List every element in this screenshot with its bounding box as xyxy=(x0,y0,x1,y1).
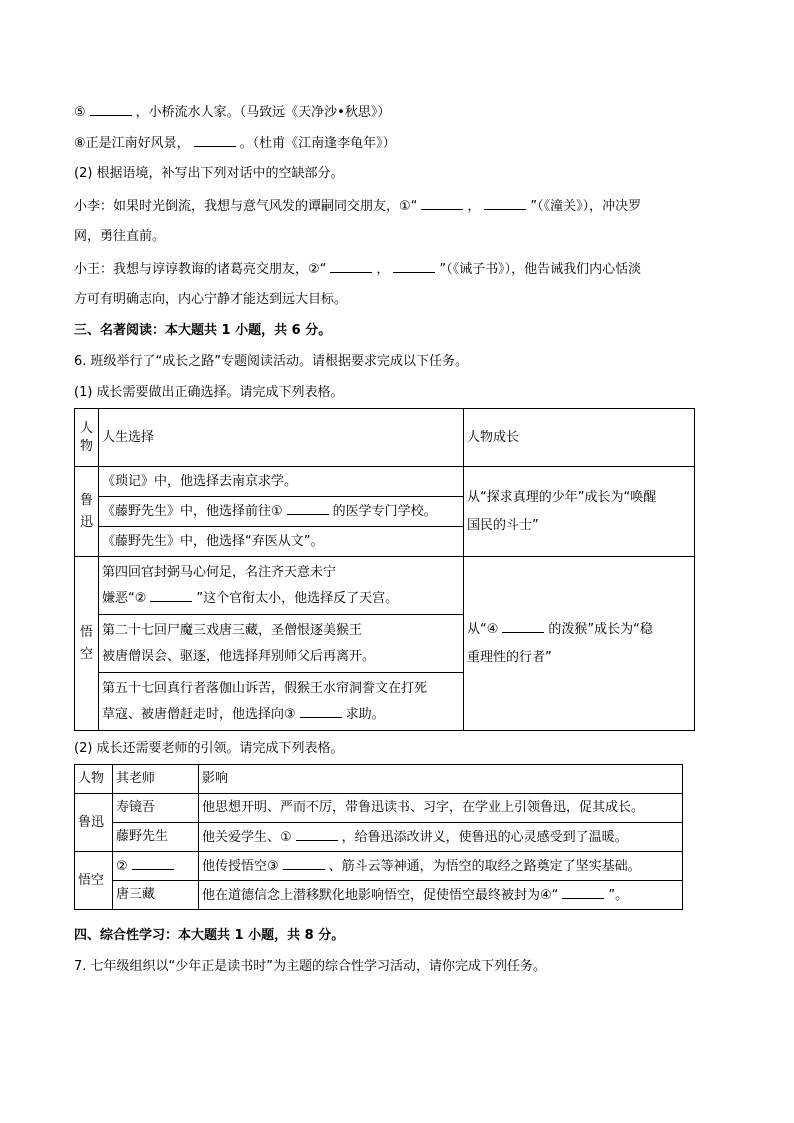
blank[interactable] xyxy=(502,619,544,633)
blank[interactable] xyxy=(300,704,342,718)
blank[interactable] xyxy=(90,102,132,116)
blank[interactable] xyxy=(562,885,604,899)
blank[interactable] xyxy=(421,196,463,210)
blank[interactable] xyxy=(393,259,435,273)
section-4-heading: 四、综合性学习：本大题共 1 小题，共 8 分。 xyxy=(74,928,345,943)
wukong-choice-3-line-2 xyxy=(102,702,460,728)
choice-table xyxy=(74,408,695,731)
effect-post: 、筋斗云等神通，为悟空的取经之路奠定了坚实基础。 xyxy=(328,858,641,874)
question-6-2: (2) 成长还需要老师的引领。请完成下列表格。 xyxy=(74,741,344,756)
header-teacher: 其老师 xyxy=(113,765,199,794)
effect-2 xyxy=(199,823,683,852)
wukong-choice-1-line-2 xyxy=(102,586,460,612)
wukong-choice-1 xyxy=(99,557,464,615)
luxun-choice-3: 《藤野先生》中，他选择“弃医从文”。 xyxy=(99,527,464,557)
effect-pre: 他关爱学生、① xyxy=(202,829,292,845)
blank[interactable] xyxy=(330,259,372,273)
line-8-pre: ⑧正是江南好风景， xyxy=(74,136,190,151)
line-8 xyxy=(74,133,396,154)
growth-pre: 从“④ xyxy=(467,621,499,637)
header-choice: 人生选择 xyxy=(99,409,464,467)
teacher-2: 藤野先生 xyxy=(113,823,199,852)
question-7: 7. 七年级组织以“少年正是读书时”为主题的综合性学习活动，请你完成下列任务。 xyxy=(74,959,547,974)
wukong-choice-1-line-1: 第四回官封弼马心何足，名注齐天意未宁 xyxy=(102,564,337,580)
header-effect: 影响 xyxy=(199,765,683,794)
teacher-table xyxy=(74,764,683,910)
person-luxun: 鲁迅 xyxy=(75,794,113,852)
luxun-growth-line-1: 从“探求真理的少年”成长为“唤醒 xyxy=(467,489,657,505)
choice-pre: 草寇、被唐僧赶走时，他选择向③ xyxy=(102,706,296,722)
person-luxun: 鲁迅 xyxy=(75,467,99,557)
xiaoli-post: ”（《潼关》），冲决罗 xyxy=(530,199,642,214)
effect-4 xyxy=(199,881,683,910)
effect-1: 他思想开明、严而不厉，带鲁迅读书、习字，在学业上引领鲁迅，促其成长。 xyxy=(199,794,683,823)
xiaoli-line-1 xyxy=(74,196,641,217)
choice-post: 求助。 xyxy=(345,706,385,722)
blank[interactable] xyxy=(287,501,329,515)
header-person: 人物 xyxy=(75,765,113,794)
wukong-choice-2 xyxy=(99,615,464,673)
choice-2-post: 的医学专门学校。 xyxy=(332,504,437,519)
blank[interactable] xyxy=(484,196,526,210)
teacher-3-label: ② xyxy=(116,858,128,874)
question-6-1: (1) 成长需要做出正确选择。请完成下列表格。 xyxy=(74,385,344,400)
effect-3 xyxy=(199,852,683,881)
xiaowang-post: ”（《诫子书》），他告诫我们内心恬淡 xyxy=(439,262,642,277)
luxun-choice-2 xyxy=(99,497,464,527)
blank[interactable] xyxy=(132,856,174,870)
line-5-post: ，小桥流水人家。（马致远《天净沙•秋思》） xyxy=(135,105,391,120)
teacher-4: 唐三藏 xyxy=(113,881,199,910)
effect-post: ，给鲁迅添改讲义，使鲁迅的心灵感受到了温暖。 xyxy=(341,829,628,845)
wukong-choice-2-line-1: 第二十七回尸魔三戏唐三藏，圣僧恨逐美猴王 xyxy=(102,622,363,638)
wukong-growth-line-2: 重理性的行者” xyxy=(467,649,552,665)
wukong-growth xyxy=(464,557,695,731)
section-3-heading: 三、名著阅读：本大题共 1 小题，共 6 分。 xyxy=(74,323,332,338)
line-8-post: 。（杜甫《江南逢李龟年》） xyxy=(239,136,396,151)
xiaoli-line-2: 网，勇往直前。 xyxy=(74,229,166,244)
luxun-growth-line-2: 国民的斗士” xyxy=(467,517,539,533)
person-wukong: 悟空 xyxy=(75,852,113,910)
blank[interactable] xyxy=(150,588,192,602)
xiaowang-mid: ， xyxy=(376,262,390,277)
person-wukong: 悟空 xyxy=(75,557,99,731)
choice-post: ”这个官衔太小，他选择反了天宫。 xyxy=(196,590,399,606)
wukong-choice-3 xyxy=(99,673,464,731)
xiaowang-line-2: 方可有明确志向，内心宁静才能达到远大目标。 xyxy=(74,292,348,307)
question-6: 6. 班级举行了“成长之路”专题阅读活动。请根据要求完成以下任务。 xyxy=(74,354,469,369)
line-5 xyxy=(74,102,390,123)
xiaowang-line-1 xyxy=(74,259,641,280)
question-2: (2) 根据语境，补写出下列对话中的空缺部分。 xyxy=(74,166,344,181)
header-person: 人物 xyxy=(75,409,99,467)
xiaoli-mid: ， xyxy=(467,199,481,214)
blank[interactable] xyxy=(283,856,325,870)
wukong-growth-line-1 xyxy=(467,616,691,644)
effect-post: ”。 xyxy=(608,887,629,903)
teacher-3 xyxy=(113,852,199,881)
blank[interactable] xyxy=(296,827,338,841)
line-5-pre: ⑤ xyxy=(74,105,86,120)
header-growth: 人物成长 xyxy=(464,409,695,467)
effect-pre: 他传授悟空③ xyxy=(202,858,279,874)
choice-2-pre: 《藤野先生》中，他选择前往① xyxy=(102,504,283,519)
xiaoli-pre: 小李：如果时光倒流，我想与意气风发的谭嗣同交朋友，①“ xyxy=(74,199,418,214)
luxun-growth xyxy=(464,467,695,557)
effect-pre: 他在道德信念上潜移默化地影响悟空，促使悟空最终被封为④“ xyxy=(202,887,559,903)
blank[interactable] xyxy=(194,133,236,147)
luxun-choice-1: 《琐记》中，他选择去南京求学。 xyxy=(99,467,464,497)
growth-post: 的泼猴”成长为“稳 xyxy=(548,621,653,637)
choice-pre: 嫌恶“② xyxy=(102,590,147,606)
teacher-1: 寿镜吾 xyxy=(113,794,199,823)
wukong-choice-2-line-2: 被唐僧误会、驱逐，他选择拜别师父后再离开。 xyxy=(102,648,376,664)
xiaowang-pre: 小王：我想与谆谆教诲的诸葛亮交朋友，②“ xyxy=(74,262,327,277)
wukong-choice-3-line-1: 第五十七回真行者落伽山诉苦，假猴王水帘洞誊文在打死 xyxy=(102,680,428,696)
